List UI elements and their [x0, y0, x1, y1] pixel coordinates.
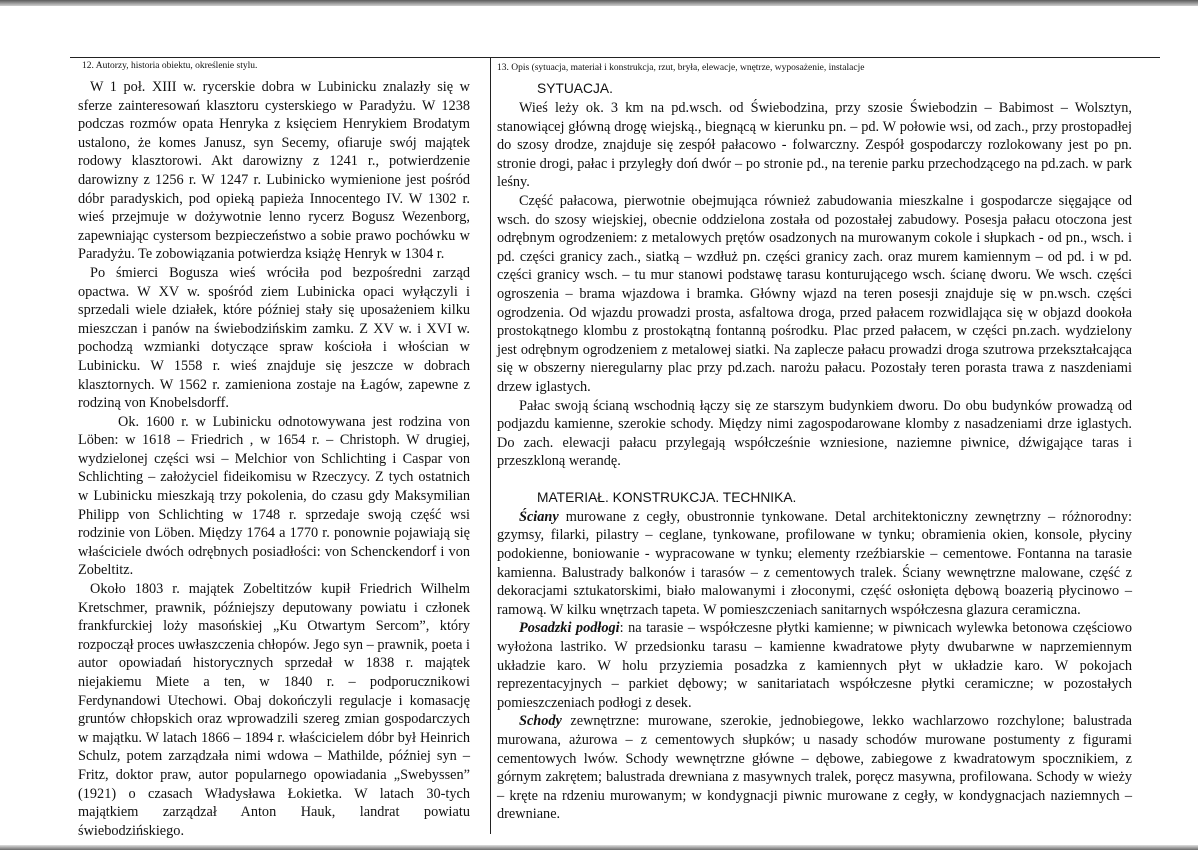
- scan-edge-top: [0, 0, 1198, 6]
- field-12-header: 12. Autorzy, historia obiektu, określenie stylu.: [82, 61, 258, 71]
- situation-paragraph: Pałac swoją ścianą wschodnią łączy się ze starszym budynkiem dworu. Do obu budynków prowadzą od podjazdu kamienne, szerokie schody. Między nimi zagospodarowane klomby z nasadzeniami drze iglastych. Do zach. elewacji pałacu przylegają współcześnie wzniesione, naziemne piwnice, dźwigające taras i przeszkloną werandę.: [497, 397, 1132, 470]
- situation-heading: SYTUACJA.: [537, 81, 613, 96]
- material-item-floors: [497, 619, 1132, 712]
- situation-paragraph: Część pałacowa, pierwotnie obejmująca również zabudowania mieszkalne i gospodarcze sięgające od wsch. do szosy wiejskiej, obecnie oddzielona została od pozostałej zabudowy. Posesja pałacu otoczona jest odrębnym ogrodzeniem: z metalowych prętów osadzonych na murowanym cokole i słupkach - od pn., wsch. i pd. części granicy zach., siatką – wzdłuż pn. części granicy zach. oraz murem kamiennym – od pd. i w pd. części granicy wsch. – tu mur stanowi podstawę tarasu konturującego wsch. ścianę dworu. We wsch. części ogroszenia – brama wjazdowa i bramka. Główny wjazd na teren posesji znajduje się w pn.wsch. części ogrodzenia. Od wjazdu prowadzi prosta, asfaltowa droga, przed pałacem rozwidlająca się w objazd dookoła prostokątnego klombu z prostokątną fontanną pośrodku. Plac przed pałacem, w części pn.zach. wydzielony jest odrębnym ogrodzeniem z metalowej siatki. Na zaplecze pałacu prowadzi droga szutrowa przekształcająca się w obszerny nieregularny plac przy pd.zach. narożu pałacu. Pozostały teren porasta trawa z naszdeniami drzew iglastych.: [497, 192, 1132, 395]
- history-paragraph: Ok. 1600 r. w Lubinicku odnotowywana jest rodzina von Löben: w 1618 – Friedrich , w 1654 r. – Christoph. W drugiej, wydzielonej części wsi – Melchior von Schlichting i Caspar von Schlichting – założyciel fideikomisu w Rzeczycy. Z tych ostatnich w Lubinicku mieszkają trzy pokolenia, do czasu gdy Maksymilian Philipp von Schlichting w 1748 r. sprzedaje swoją część wsi rodzinie von Löben. Między 1764 a 1770 r. ponownie pojawiają się właściciele dwóch odrębnych posiadłości: von Schenckendorf i von Zobeltitz.: [78, 413, 470, 579]
- column-divider: [490, 57, 491, 834]
- material-item-text: : na tarasie – współczesne płytki kamienne; w piwnicach wylewka betonowa częściowo wyłożona lastriko. W przedsionku tarasu – kamienne kwadratowe płyty dwubarwne w naprzemiennym układzie karo. W holu przyziemia posadzka z kamiennych płyt w układzie karo. W pokojach reprezentacyjnych – parkiet dębowy; w sanitariatach współczesne płytki ceramiczne; w pozostałych pomieszczeniach podłogi z desek.: [497, 620, 1133, 711]
- history-paragraph: W 1 poł. XIII w. rycerskie dobra w Lubinicku znalazły się w sferze zainteresowań klasztoru cysterskiego w Paradyżu. W 1238 podczas rozmów opata Henryka z księciem Henrykiem Brodatym ustalono, że komes Janusz, syn Secemy, ofiaruje swój majątek rodowy klasztorowi. Akt darowizny z 1241 r., potwierdzenie darowizny z 1256 r. W 1247 r. Lubinicko wymienione jest pośród dóbr paradyskich, pod opieką papieża Innocentego IV. W 1302 r. wieś przejmuje w dożywotnie lenno rycerz Bogusz Wezenborg, zapewniając cystersom bezpieczeństwo a sobie prawo pochówku w Paradyżu. Te zobowiązania potwierdza książę Henryk w 1304 r.: [78, 79, 470, 263]
- material-item-walls: [497, 508, 1132, 620]
- history-paragraph: Po śmierci Bogusza wieś wróciła pod bezpośredni zarząd opactwa. W XV w. spośród ziem Lubinicka opaci wyłączyli i sprzedali wiele działek, które później stały się uposażeniem kilku mieszczan i panów na świebodzińskim zamku. Z XV w. i XVI w. pochodzą wzmianki dotyczące spraw kościoła i włościan w Lubinicku. W 1558 r. wieś znajduje się jeszcze w dobrach klasztornych. W 1562 r. zamieniona zostaje na Łagów, zapewne z rodziną von Knobelsdorff.: [78, 264, 470, 412]
- section-gap: [497, 471, 1132, 489]
- field-13-header: 13. Opis (sytuacja, materiał i konstrukcja, rzut, bryła, elewacje, wnętrze, wyposażenie, instalacje: [497, 63, 865, 73]
- material-item-text: murowane z cegły, obustronnie tynkowane. Detal architektoniczny zewnętrzny – różnorodny: gzymsy, filarki, pilastry – ceglane, tynkowane, profilowane w tynku; obramienia okien, konsole, płyciny podokienne, boniowanie - wypracowane w tynku; elementy rzeźbiarskie – cementowe. Fontanna na tarasie kamienna. Balustrady balkonów i tarasów – z cementowych tralek. Ściany wewnętrzne malowane, część z dekoracjami sztukatorskimi, biało malowanymi i złoconymi, część osłonięta dębową boazerią płycinowo – ramową. W kilku wnętrzach tapeta. W pomieszczeniach sanitarnych współczesna glazura ceramiczna.: [497, 508, 1132, 618]
- situation-paragraph: Wieś leży ok. 3 km na pd.wsch. od Świebodzina, przy szosie Świebodzin – Babimost – Wolsztyn, stanowiącej główną drogę wiejską., biegnącą w kierunku pn. – pd. W połowie wsi, od zach., przy prostopadłej do szosy drodze, znajduje się zespół pałacowo - folwarczny. Zespół gospodarczy rozlokowany jest po pn. stronie drogi, pałac i przyległy doń dwór – po stronie pd., na terenie parku przechodzącego na pd.zach. w park leśny.: [497, 100, 1132, 191]
- material-item-lead: Ściany: [519, 508, 559, 525]
- history-paragraph: Około 1803 r. majątek Zobeltitzów kupił Friedrich Wilhelm Kretschmer, prawnik, późniejszy deputowany powiatu i członek frankfurckiej loży masońskiej „Ku Otwartym Sercom”, który rozpoczął proces uwłaszczenia chłopów. Jego syn – prawnik, poeta i autor opowiadań historycznych sprzedał w 1838 r. majątek niejakiemu Miete a ten, w 1840 r. – podporucznikowi Ferdynandowi Utechowi. Obaj dokończyli regulacje i komasację gruntów chłopskich oraz wprowadzili szereg zmian gospodarczych w majątku. W latach 1866 – 1894 r. właścicielem dóbr był Heinrich Schulz, potem zarządzała nimi wdowa – Mathilde, później syn – Fritz, doktor praw, autor popularnego opowiadania „Swebyssen” (1921) o czasach Władysława Łokietka. W latach 30-tych majątkiem zarządzał Anton Hauk, landrat powiatu świebodzińskiego.: [78, 581, 470, 839]
- description-column: [497, 62, 1132, 824]
- scan-edge-bottom: [0, 845, 1198, 850]
- material-item-lead: Posadzki podłogi: [519, 620, 620, 637]
- form-top-rule: [70, 57, 1160, 58]
- material-heading: MATERIAŁ. KONSTRUKCJA. TECHNIKA.: [537, 489, 797, 505]
- history-column: [78, 60, 470, 840]
- material-item-stairs: [497, 712, 1132, 824]
- material-item-lead: Schody: [519, 713, 562, 730]
- material-item-text: zewnętrzne: murowane, szerokie, jednobiegowe, lekko wachlarzowo rozchylone; balustrada murowana, ażurowa – z cementowych słupków; u nasady schodów murowane postumenty z figurami cementowych lwów. Schody wewnętrzne główne – dębowe, zabiegowe z kwadratowym spocznikiem, z górnym zakrętem; balustrada drewniana z masywnych tralek, poręcz masywna, profilowana. Schody w wieży – kręte na rdzeniu murowanym; w kondygnacji piwnic murowane z cegły, w kondygnacjach naziemnych – drewniane.: [497, 713, 1132, 823]
